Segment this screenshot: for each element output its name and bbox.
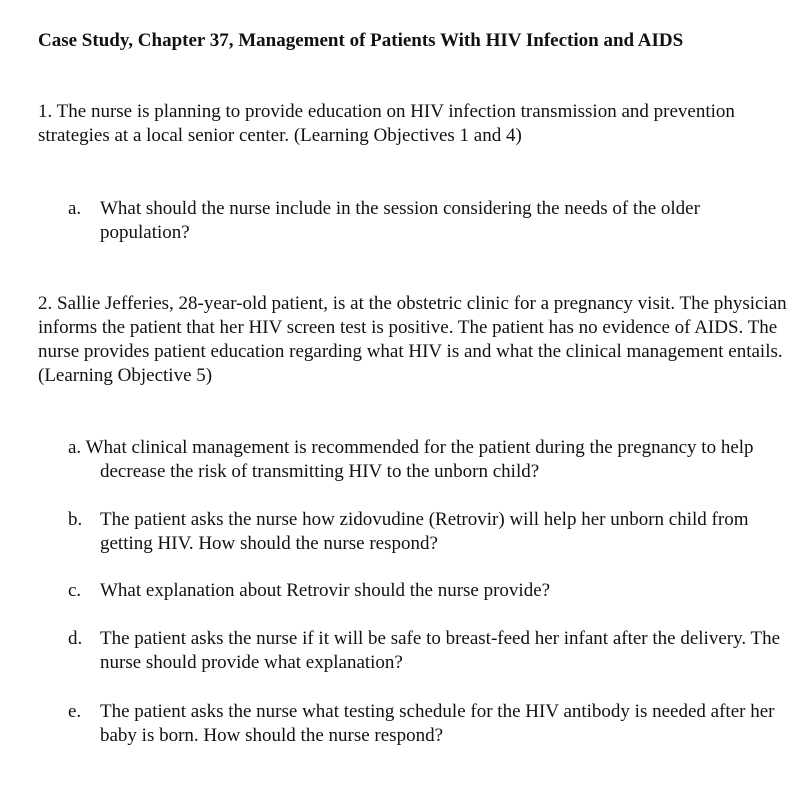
- question-2e: [68, 700, 786, 748]
- question-2c-marker: c.: [68, 580, 82, 601]
- question-1a: [68, 197, 786, 245]
- question-2b: [68, 508, 786, 556]
- question-2c: [68, 579, 786, 603]
- question-2a-line: [68, 436, 786, 484]
- question-1-text: 1. The nurse is planning to provide education on HIV infection transmission and prevention strategies at a local senior center. (Learning Objectives 1 and 4): [38, 101, 735, 146]
- question-2-text: 2. Sallie Jefferies, 28-year-old patient, is at the obstetric clinic for a pregnancy visit. The physician informs the patient that her HIV screen test is positive. The patient has no evidence of AIDS. The nurse provides patient education regarding what HIV is and what the clinical management entails. (Learning Objective 5): [38, 293, 787, 386]
- question-2b-marker: b.: [68, 509, 83, 530]
- page-title: Case Study, Chapter 37, Management of Patients With HIV Infection and AIDS: [38, 30, 684, 51]
- question-2d: [68, 627, 786, 675]
- question-2c-text: What explanation about Retrovir should the nurse provide?: [100, 580, 551, 601]
- question-2e-marker: e.: [68, 701, 82, 722]
- question-2d-text: The patient asks the nurse if it will be safe to breast-feed her infant after the delivery. The nurse should provide what explanation?: [100, 628, 781, 673]
- question-2a: [68, 436, 786, 484]
- question-1a-text: What should the nurse include in the session considering the needs of the older population?: [100, 198, 700, 243]
- question-2a-text: What clinical management is recommended for the patient during the pregnancy to help decrease the risk of transmitting HIV to the unborn child?: [85, 437, 754, 482]
- question-1a-marker: a.: [68, 198, 82, 219]
- question-2a-marker: a.: [68, 437, 82, 458]
- question-2d-marker: d.: [68, 628, 83, 649]
- question-2e-text: The patient asks the nurse what testing schedule for the HIV antibody is needed after her baby is born. How should the nurse respond?: [100, 701, 775, 746]
- question-2b-text: The patient asks the nurse how zidovudine (Retrovir) will help her unborn child from getting HIV. How should the nurse respond?: [100, 509, 749, 554]
